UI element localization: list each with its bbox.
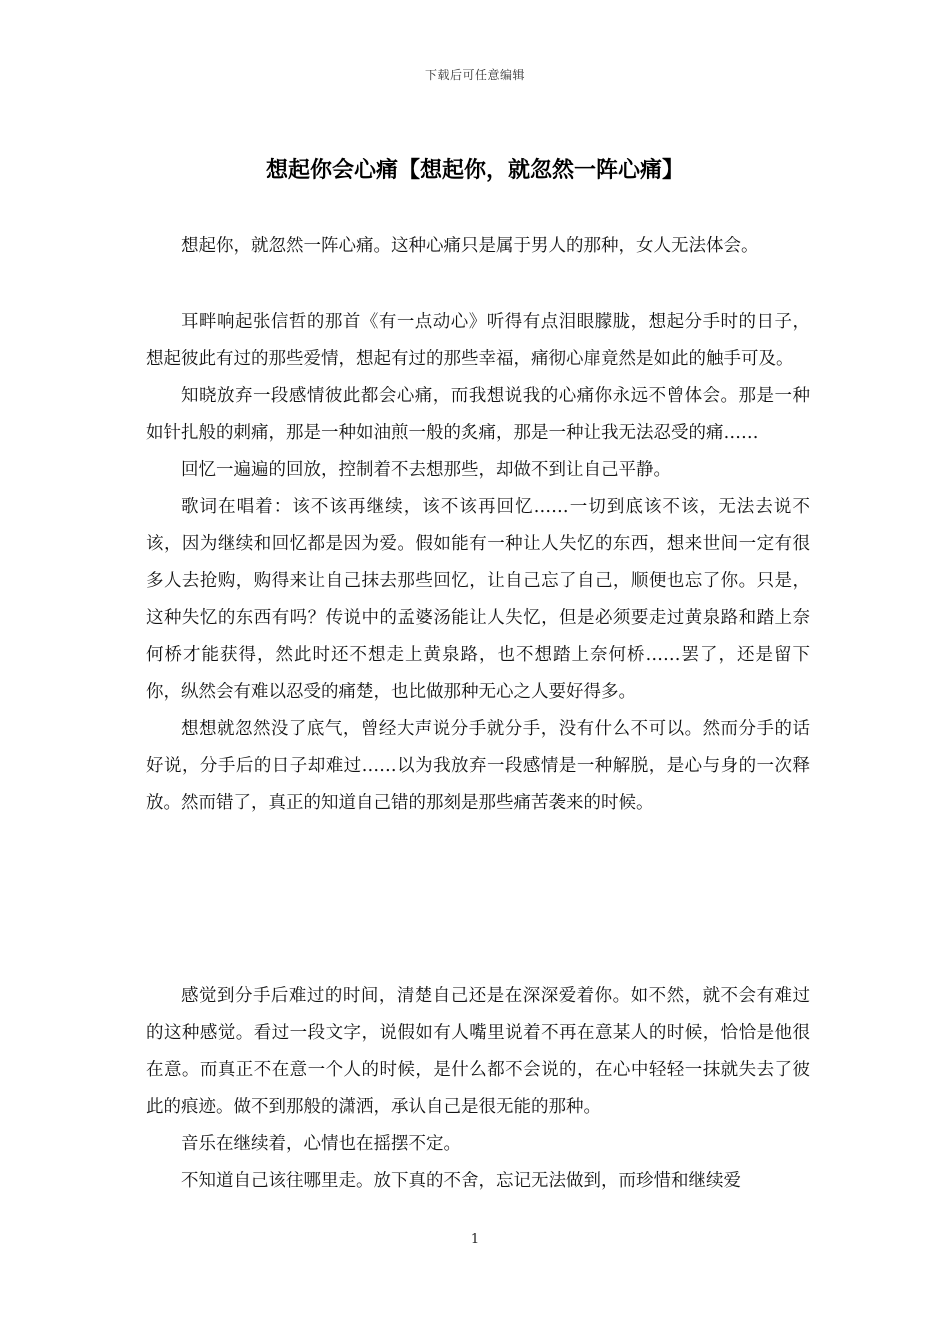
paragraph: 歌词在唱着：该不该再继续，该不该再回忆……一切到底该不该，无法去说不该，因为继续和回忆都是因为爱。假如能有一种让人失忆的东西，想来世间一定有很多人去抢购，购得来让自己抹去那些回忆，让自己忘了自己，顺便也忘了你。只是，这种失忆的东西有吗？传说中的孟婆汤能让人失忆，但是必须要走过黄泉路和踏上奈何桥才能获得，然此时还不想走上黄泉路，也不想踏上奈何桥……罢了，还是留下你，纵然会有难以忍受的痛楚，也比做那种无心之人要好得多。: [146, 497, 810, 702]
paragraph: 感觉到分手后难过的时间，清楚自己还是在深深爱着你。如不然，就不会有难过的这种感觉。看过一段文字，说假如有人嘴里说着不再在意某人的时候，恰恰是他很在意。而真正不在意一个人的时候，是什么都不会说的，在心中轻轻一抹就失去了彼此的痕迹。做不到那般的潇洒，承认自己是很无能的那种。: [146, 986, 810, 1117]
paragraph: 想起你，就忽然一阵心痛。这种心痛只是属于男人的那种，女人无法体会。: [181, 236, 759, 256]
paragraph: 音乐在继续着，心情也在摇摆不定。: [181, 1134, 461, 1154]
paragraph-block-1: [146, 228, 810, 265]
paragraph: 耳畔响起张信哲的那首《有一点动心》听得有点泪眼朦胧，想起分手时的日子，想起彼此有过的那些爱情，想起有过的那些幸福，痛彻心扉竟然是如此的触手可及。: [146, 312, 810, 369]
document-title: 想起你会心痛【想起你，就忽然一阵心痛】: [265, 157, 684, 183]
header-note: 下载后可任意编辑: [424, 68, 525, 82]
paragraph: 回忆一遍遍的回放，控制着不去想那些，却做不到让自己平静。: [181, 460, 671, 480]
paragraph: 知晓放弃一段感情彼此都会心痛，而我想说我的心痛你永远不曾体会。那是一种如针扎般的刺痛，那是一种如油煎一般的炙痛，那是一种让我无法忍受的痛……: [146, 386, 810, 443]
page-number: 1: [470, 1232, 480, 1247]
paragraph: 想想就忽然没了底气，曾经大声说分手就分手，没有什么不可以。然而分手的话好说，分手后的日子却难过……以为我放弃一段感情是一种解脱，是心与身的一次释放。然而错了，真正的知道自己错的那刻是那些痛苦袭来的时候。: [146, 719, 810, 813]
paragraph-block-2: [146, 304, 810, 822]
paragraph-block-3: [146, 978, 810, 1200]
paragraph: 不知道自己该往哪里走。放下真的不舍，忘记无法做到，而珍惜和继续爱: [181, 1171, 741, 1191]
